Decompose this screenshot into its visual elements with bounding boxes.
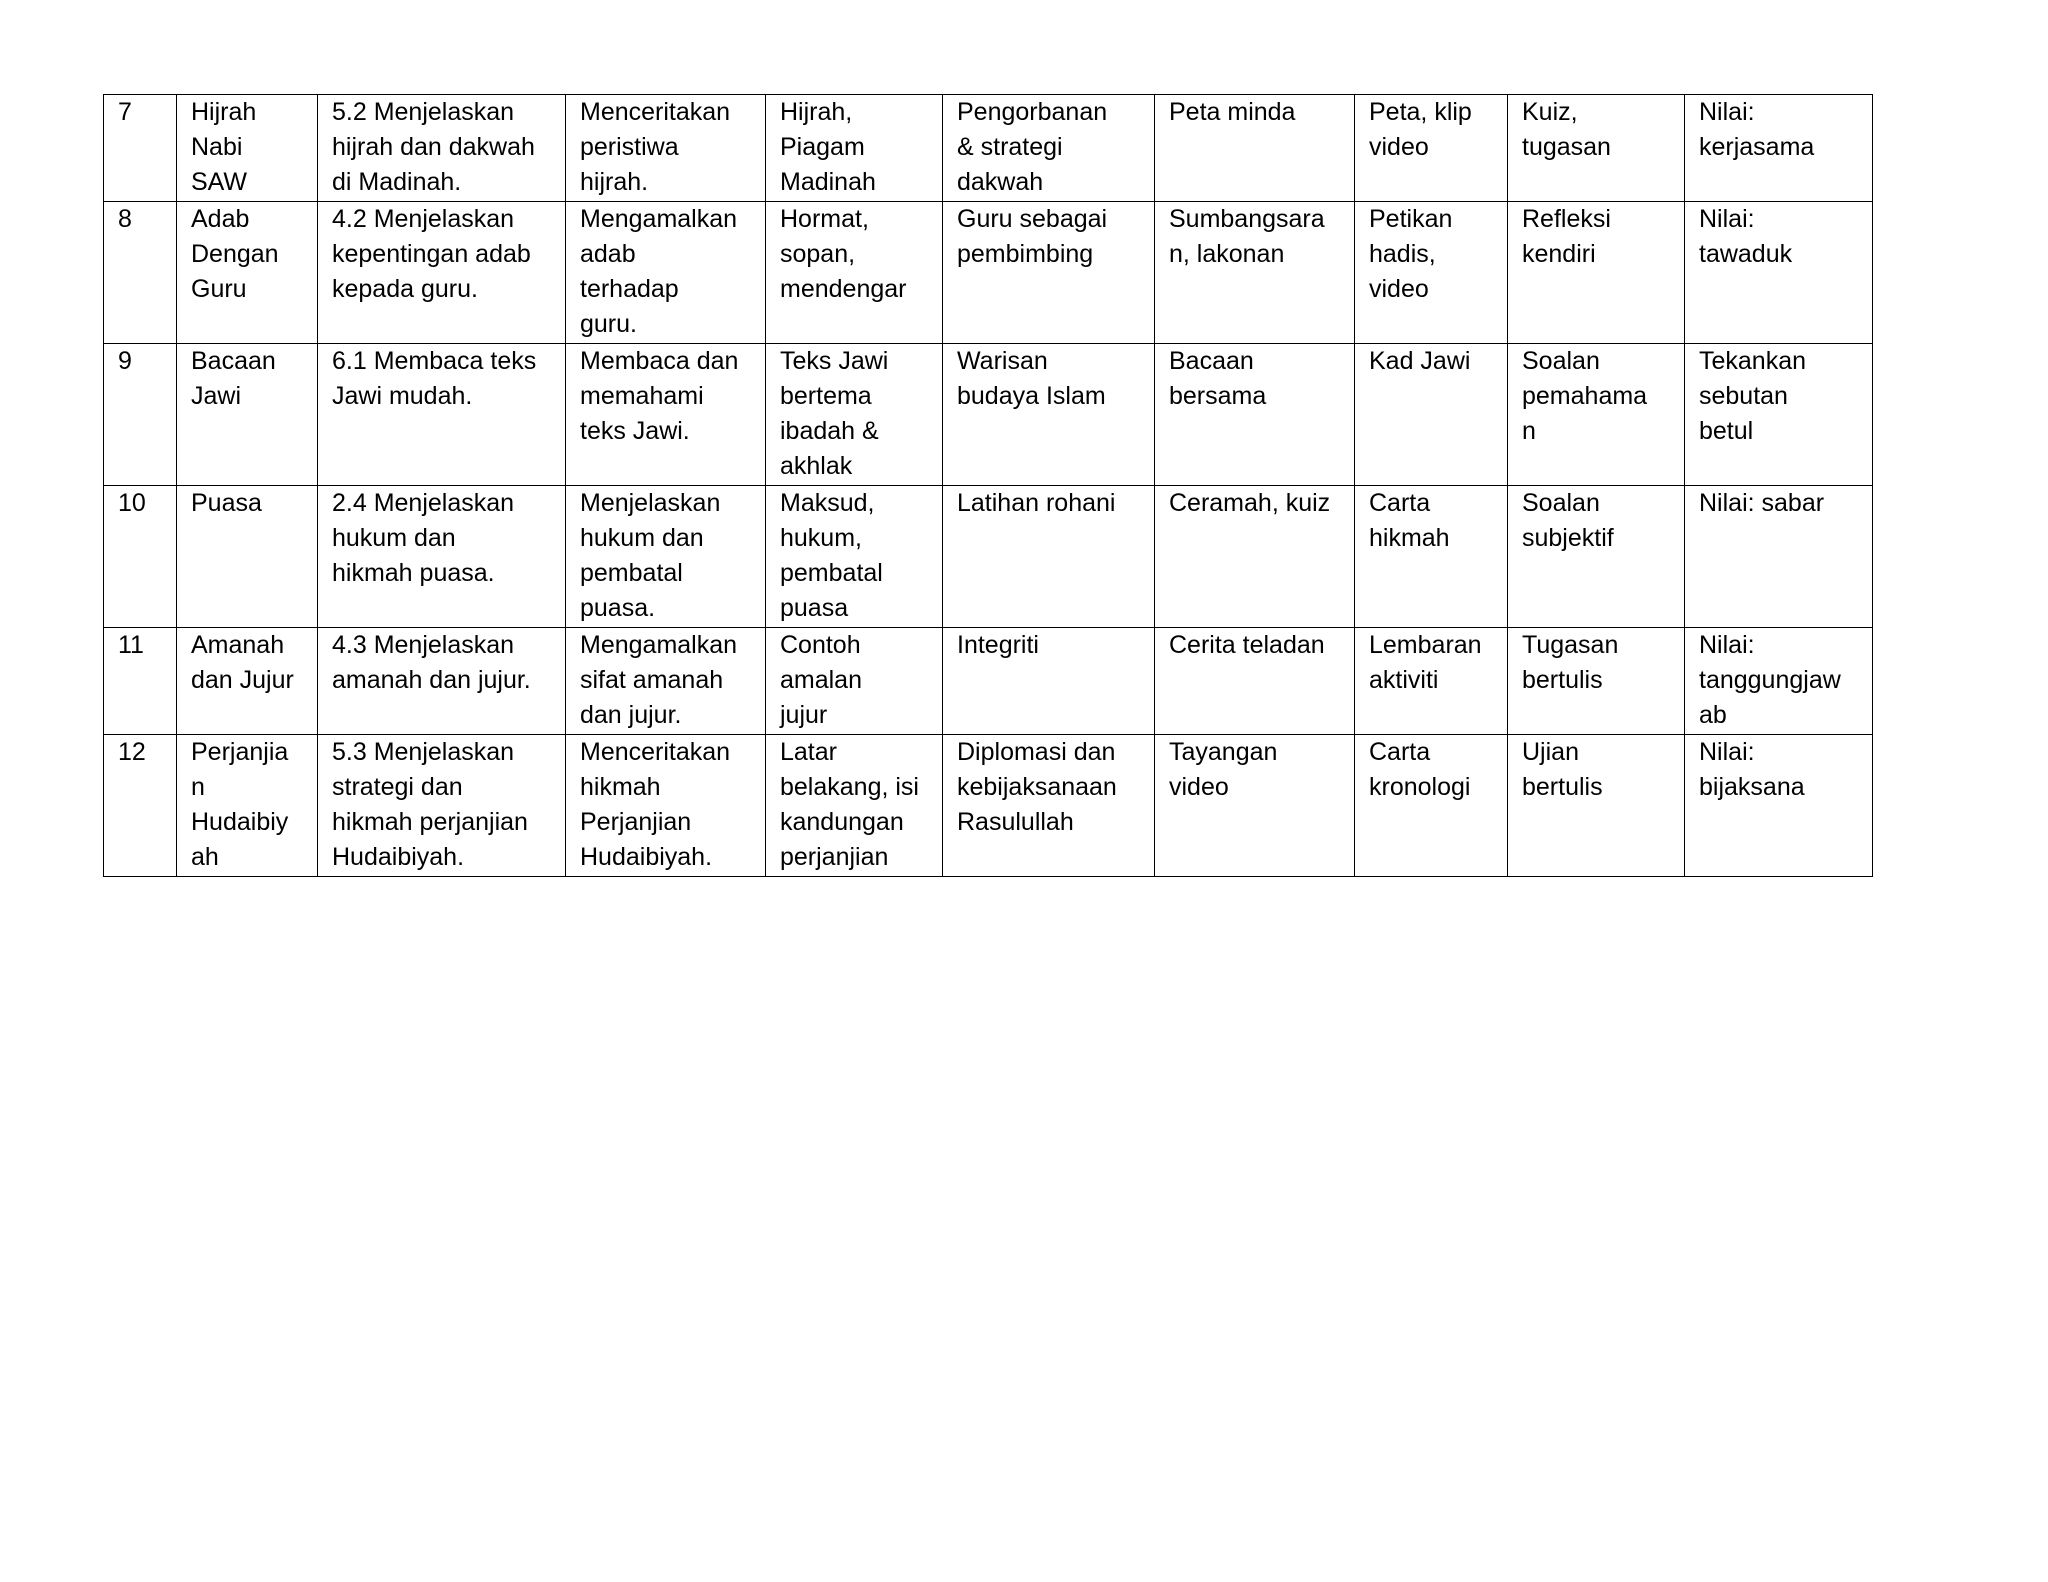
assessment-cell: Ujian bertulis [1508, 735, 1685, 877]
focus-cell: Pengorbanan & strategi dakwah [943, 95, 1155, 202]
week-cell: 12 [104, 735, 177, 877]
topic-cell: Adab Dengan Guru [177, 202, 318, 344]
activity-cell: Sumbangsara n, lakonan [1155, 202, 1355, 344]
table-row [104, 344, 1873, 486]
objective-cell: Mengamalkan sifat amanah dan jujur. [566, 628, 766, 735]
topic-cell: Bacaan Jawi [177, 344, 318, 486]
focus-cell: Diplomasi dan kebijaksanaan Rasulullah [943, 735, 1155, 877]
objective-cell: Menceritakan hikmah Perjanjian Hudaibiyah. [566, 735, 766, 877]
table-row [104, 628, 1873, 735]
table-row [104, 486, 1873, 628]
content-cell: Teks Jawi bertema ibadah & akhlak [766, 344, 943, 486]
content-cell: Hormat, sopan, mendengar [766, 202, 943, 344]
note-cell: Nilai: tawaduk [1685, 202, 1873, 344]
objective-cell: Mengamalkan adab terhadap guru. [566, 202, 766, 344]
table-row [104, 735, 1873, 877]
activity-cell: Tayangan video [1155, 735, 1355, 877]
learning-standard-cell: 2.4 Menjelaskan hukum dan hikmah puasa. [318, 486, 566, 628]
material-cell: Peta, klip video [1355, 95, 1508, 202]
week-cell: 9 [104, 344, 177, 486]
assessment-cell: Tugasan bertulis [1508, 628, 1685, 735]
material-cell: Kad Jawi [1355, 344, 1508, 486]
note-cell: Tekankan sebutan betul [1685, 344, 1873, 486]
learning-standard-cell: 4.3 Menjelaskan amanah dan jujur. [318, 628, 566, 735]
note-cell: Nilai: kerjasama [1685, 95, 1873, 202]
focus-cell: Integriti [943, 628, 1155, 735]
assessment-cell: Kuiz, tugasan [1508, 95, 1685, 202]
focus-cell: Guru sebagai pembimbing [943, 202, 1155, 344]
material-cell: Carta kronologi [1355, 735, 1508, 877]
lesson-plan-table [103, 94, 1873, 877]
note-cell: Nilai: sabar [1685, 486, 1873, 628]
learning-standard-cell: 4.2 Menjelaskan kepentingan adab kepada guru. [318, 202, 566, 344]
table-row [104, 202, 1873, 344]
activity-cell: Bacaan bersama [1155, 344, 1355, 486]
objective-cell: Menjelaskan hukum dan pembatal puasa. [566, 486, 766, 628]
topic-cell: Puasa [177, 486, 318, 628]
learning-standard-cell: 6.1 Membaca teks Jawi mudah. [318, 344, 566, 486]
assessment-cell: Refleksi kendiri [1508, 202, 1685, 344]
learning-standard-cell: 5.3 Menjelaskan strategi dan hikmah perjanjian Hudaibiyah. [318, 735, 566, 877]
focus-cell: Warisan budaya Islam [943, 344, 1155, 486]
note-cell: Nilai: tanggungjaw ab [1685, 628, 1873, 735]
activity-cell: Peta minda [1155, 95, 1355, 202]
assessment-cell: Soalan subjektif [1508, 486, 1685, 628]
content-cell: Hijrah, Piagam Madinah [766, 95, 943, 202]
topic-cell: Amanah dan Jujur [177, 628, 318, 735]
content-cell: Latar belakang, isi kandungan perjanjian [766, 735, 943, 877]
week-cell: 8 [104, 202, 177, 344]
material-cell: Carta hikmah [1355, 486, 1508, 628]
week-cell: 10 [104, 486, 177, 628]
note-cell: Nilai: bijaksana [1685, 735, 1873, 877]
topic-cell: Hijrah Nabi SAW [177, 95, 318, 202]
objective-cell: Membaca dan memahami teks Jawi. [566, 344, 766, 486]
learning-standard-cell: 5.2 Menjelaskan hijrah dan dakwah di Madinah. [318, 95, 566, 202]
week-cell: 11 [104, 628, 177, 735]
week-cell: 7 [104, 95, 177, 202]
topic-cell: Perjanjia n Hudaibiy ah [177, 735, 318, 877]
content-cell: Maksud, hukum, pembatal puasa [766, 486, 943, 628]
activity-cell: Cerita teladan [1155, 628, 1355, 735]
assessment-cell: Soalan pemahama n [1508, 344, 1685, 486]
material-cell: Petikan hadis, video [1355, 202, 1508, 344]
material-cell: Lembaran aktiviti [1355, 628, 1508, 735]
focus-cell: Latihan rohani [943, 486, 1155, 628]
objective-cell: Menceritakan peristiwa hijrah. [566, 95, 766, 202]
table-row [104, 95, 1873, 202]
activity-cell: Ceramah, kuiz [1155, 486, 1355, 628]
content-cell: Contoh amalan jujur [766, 628, 943, 735]
